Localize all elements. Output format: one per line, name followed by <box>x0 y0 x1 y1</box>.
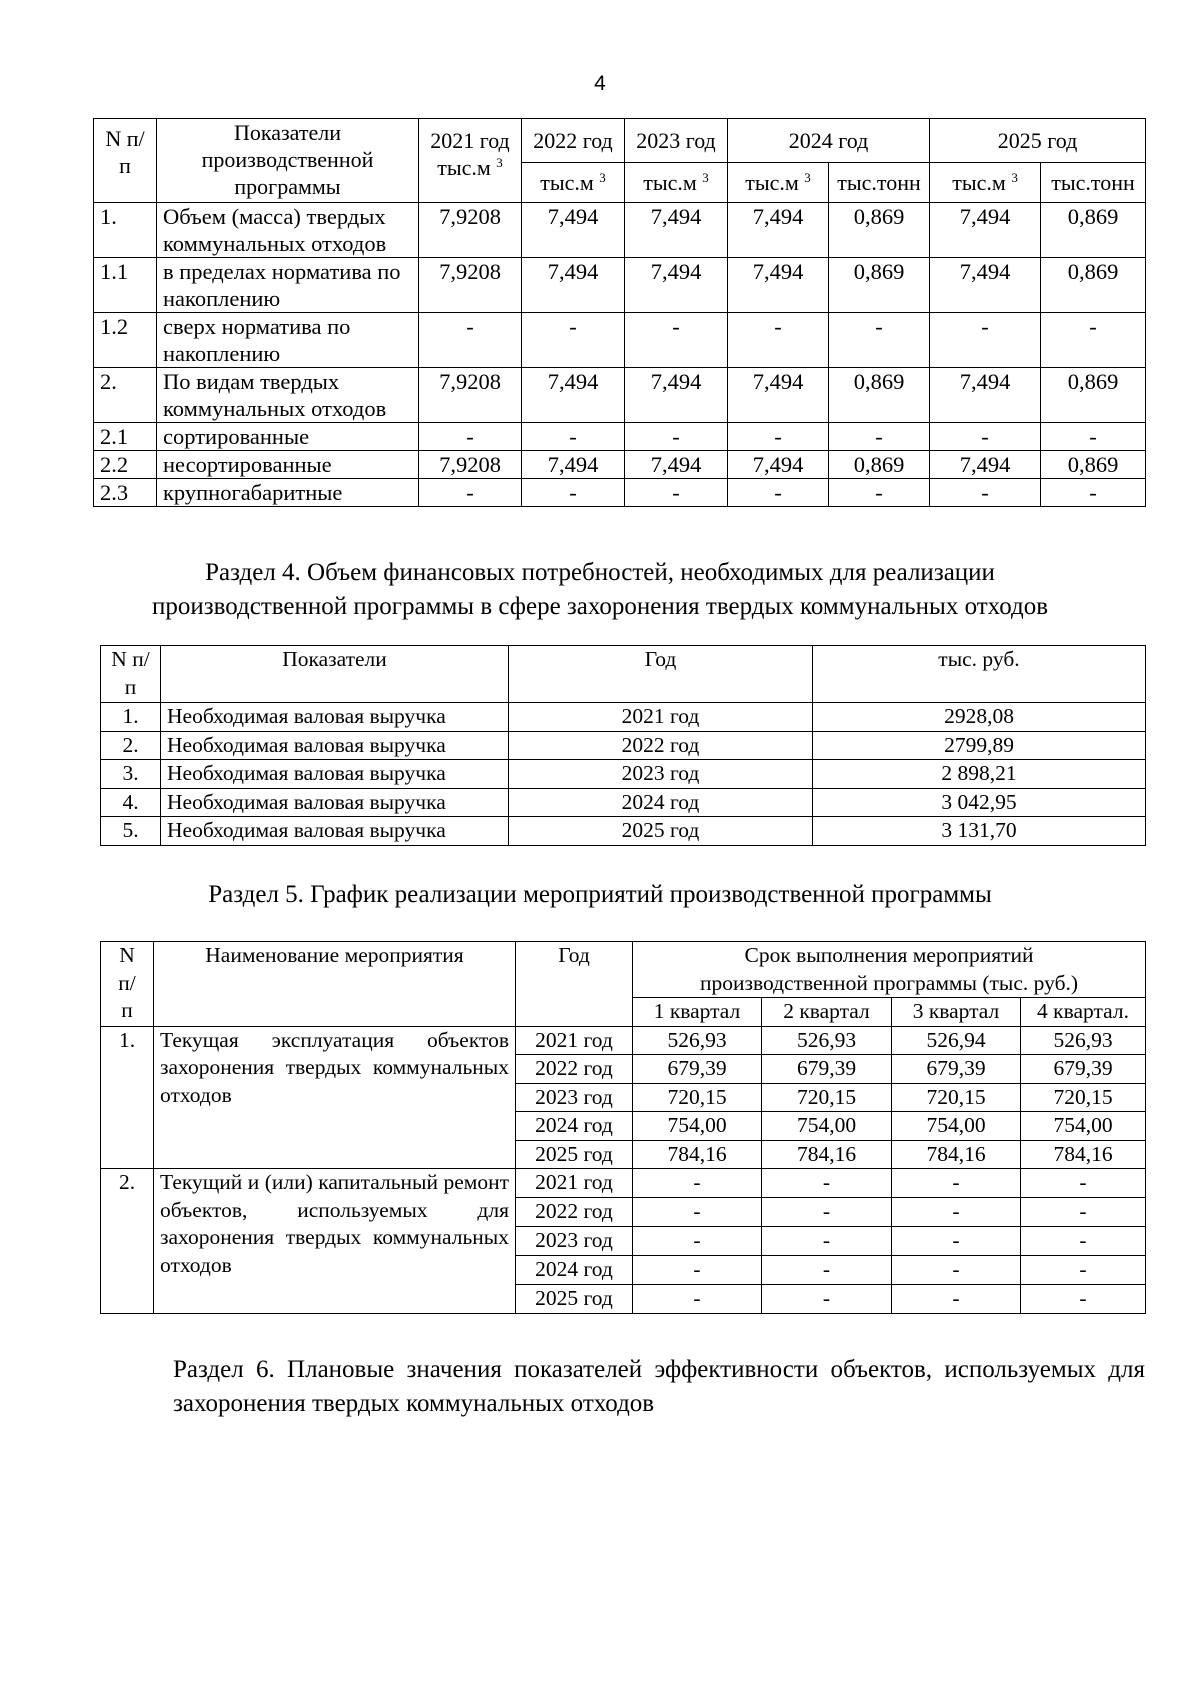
row-quarter-value: - <box>1021 1197 1146 1226</box>
section-5-title: Раздел 5. График реализации мероприятий производственной программы <box>208 881 992 908</box>
row-quarter-value: - <box>633 1255 762 1284</box>
row-indicator: По видам твердых коммунальных отходов <box>157 368 419 423</box>
row-value: 7,494 <box>728 258 829 313</box>
row-quarter-value: 754,00 <box>892 1112 1021 1141</box>
row-value: 7,494 <box>930 451 1041 479</box>
row-year: 2024 год <box>516 1255 633 1284</box>
row-value: 7,9208 <box>419 451 522 479</box>
header-2025: 2025 год <box>930 119 1146 163</box>
row-quarter-value: - <box>892 1284 1021 1313</box>
row-quarter-value: - <box>762 1284 892 1313</box>
row-year: 2023 год <box>509 760 813 789</box>
header-amount: тыс. руб. <box>813 646 1146 703</box>
row-year: 2025 год <box>516 1284 633 1313</box>
row-number: 5. <box>101 817 161 846</box>
section-4-line-2: производственной программы в сфере захоронения твердых коммунальных отходов <box>151 593 1049 620</box>
row-value: - <box>930 423 1041 451</box>
row-quarter-value: 526,94 <box>892 1026 1021 1055</box>
header-num: N п/п <box>101 646 161 703</box>
schedule-table <box>100 941 1146 1314</box>
row-quarter-value: 679,39 <box>633 1055 762 1084</box>
row-quarter-value: - <box>762 1169 892 1198</box>
header-indicator: Показатели <box>161 646 509 703</box>
row-number: 1.1 <box>94 258 157 313</box>
row-year: 2023 год <box>516 1083 633 1112</box>
header-2022: 2022 год <box>522 119 625 163</box>
table-row <box>101 731 1146 760</box>
section-4-title <box>0 556 1200 624</box>
row-value: 7,494 <box>522 258 625 313</box>
table-row <box>94 203 1146 258</box>
row-number: 1. <box>94 203 157 258</box>
row-value: 0,869 <box>1041 203 1146 258</box>
row-indicator: сортированные <box>157 423 419 451</box>
table-body <box>101 703 1146 846</box>
row-quarter-value: 784,16 <box>633 1140 762 1169</box>
row-value: 7,494 <box>930 203 1041 258</box>
row-activity: Текущая эксплуатация объектов захоронения твердых коммунальных отходов <box>154 1026 516 1169</box>
header-2021: 2021 год тыс.м $^3$ <box>419 119 522 203</box>
header-q4: 4 квартал. <box>1021 998 1146 1027</box>
row-quarter-value: - <box>762 1197 892 1226</box>
unit-tonnes: тыс.тонн <box>829 163 930 203</box>
row-quarter-value: 679,39 <box>892 1055 1021 1084</box>
header-q3: 3 квартал <box>892 998 1021 1027</box>
row-value: 0,869 <box>829 203 930 258</box>
row-quarter-value: 754,00 <box>762 1112 892 1141</box>
row-quarter-value: 526,93 <box>1021 1026 1146 1055</box>
row-quarter-value: 526,93 <box>633 1026 762 1055</box>
row-indicator: Необходимая валовая выручка <box>161 703 509 732</box>
row-value: - <box>522 423 625 451</box>
row-value: - <box>625 313 728 368</box>
row-quarter-value: - <box>1021 1226 1146 1255</box>
row-value: - <box>625 423 728 451</box>
header-year: Год <box>509 646 813 703</box>
row-quarter-value: - <box>892 1197 1021 1226</box>
row-value: - <box>1041 479 1146 507</box>
row-amount: 2799,89 <box>813 731 1146 760</box>
table-row <box>101 1169 1146 1198</box>
page-number: 4 <box>594 72 606 95</box>
unit-tonnes: тыс.тонн <box>1041 163 1146 203</box>
header-name: Наименование мероприятия <box>154 942 516 1027</box>
row-quarter-value: 784,16 <box>1021 1140 1146 1169</box>
table-row <box>101 1026 1146 1055</box>
table-row <box>94 258 1146 313</box>
unit-m3: тыс.м $^3$ <box>728 163 829 203</box>
row-quarter-value: - <box>633 1284 762 1313</box>
row-value: 7,9208 <box>419 258 522 313</box>
row-indicator: Необходимая валовая выручка <box>161 817 509 846</box>
row-value: - <box>419 313 522 368</box>
table-row <box>101 760 1146 789</box>
header-2023: 2023 год <box>625 119 728 163</box>
header-q1: 1 квартал <box>633 998 762 1027</box>
row-value: - <box>1041 313 1146 368</box>
row-year: 2021 год <box>509 703 813 732</box>
row-indicator: Необходимая валовая выручка <box>161 788 509 817</box>
header-2024: 2024 год <box>728 119 930 163</box>
row-value: - <box>522 313 625 368</box>
row-year: 2022 год <box>509 731 813 760</box>
row-indicator: Необходимая валовая выручка <box>161 731 509 760</box>
row-value: - <box>728 313 829 368</box>
row-quarter-value: - <box>892 1255 1021 1284</box>
row-quarter-value: 679,39 <box>1021 1055 1146 1084</box>
section-6-title: Раздел 6. Плановые значения показателей эффективности объектов, используемых для захоронения твердых коммунальных отходов <box>173 1356 1145 1417</box>
row-value: 7,494 <box>625 203 728 258</box>
row-value: - <box>625 479 728 507</box>
row-value: 7,494 <box>522 203 625 258</box>
row-year: 2021 год <box>516 1169 633 1198</box>
header-indicator: Показатели производственной программы <box>157 119 419 203</box>
row-value: - <box>829 479 930 507</box>
row-value: 7,494 <box>625 368 728 423</box>
row-value: 0,869 <box>1041 451 1146 479</box>
row-quarter-value: - <box>762 1255 892 1284</box>
row-quarter-value: 784,16 <box>762 1140 892 1169</box>
row-value: - <box>1041 423 1146 451</box>
row-value: 7,9208 <box>419 368 522 423</box>
row-quarter-value: - <box>892 1226 1021 1255</box>
section-4-line-1: Раздел 4. Объем финансовых потребностей, необходимых для реализации <box>205 559 995 586</box>
row-amount: 2 898,21 <box>813 760 1146 789</box>
header-term: Срок выполнения мероприятий производственной программы (тыс. руб.) <box>633 942 1146 998</box>
row-value: 7,494 <box>728 203 829 258</box>
header-num: N п/п <box>94 119 157 203</box>
row-year: 2025 год <box>509 817 813 846</box>
row-indicator: сверх норматива по накоплению <box>157 313 419 368</box>
row-value: 0,869 <box>1041 258 1146 313</box>
row-number: 2.1 <box>94 423 157 451</box>
row-value: 0,869 <box>829 368 930 423</box>
row-quarter-value: - <box>892 1169 1021 1198</box>
row-quarter-value: 720,15 <box>633 1083 762 1112</box>
table-row <box>94 368 1146 423</box>
row-value: - <box>728 479 829 507</box>
row-quarter-value: - <box>762 1226 892 1255</box>
row-number: 1. <box>101 703 161 732</box>
table-body <box>101 1026 1146 1313</box>
row-year: 2024 год <box>509 788 813 817</box>
table-row <box>101 817 1146 846</box>
row-number: 2. <box>94 368 157 423</box>
row-quarter-value: - <box>1021 1255 1146 1284</box>
row-number: 2. <box>101 1169 154 1314</box>
row-value: 7,494 <box>522 451 625 479</box>
row-value: - <box>419 479 522 507</box>
row-quarter-value: 679,39 <box>762 1055 892 1084</box>
row-quarter-value: 784,16 <box>892 1140 1021 1169</box>
row-value: - <box>930 479 1041 507</box>
row-value: - <box>419 423 522 451</box>
unit-m3: тыс.м $^3$ <box>930 163 1041 203</box>
unit-m3: тыс.м $^3$ <box>522 163 625 203</box>
table-row <box>94 313 1146 368</box>
financial-needs-table <box>100 645 1146 846</box>
header-q2: 2 квартал <box>762 998 892 1027</box>
production-program-table <box>93 118 1146 507</box>
row-value: 7,494 <box>728 451 829 479</box>
row-indicator: несортированные <box>157 451 419 479</box>
row-quarter-value: 720,15 <box>892 1083 1021 1112</box>
row-indicator: крупногабаритные <box>157 479 419 507</box>
row-value: 7,494 <box>522 368 625 423</box>
row-amount: 2928,08 <box>813 703 1146 732</box>
row-value: 0,869 <box>829 258 930 313</box>
row-value: - <box>829 313 930 368</box>
row-year: 2024 год <box>516 1112 633 1141</box>
row-quarter-value: 526,93 <box>762 1026 892 1055</box>
row-indicator: Необходимая валовая выручка <box>161 760 509 789</box>
row-quarter-value: - <box>633 1197 762 1226</box>
row-value: 0,869 <box>1041 368 1146 423</box>
header-num: N п/ п <box>101 942 154 1027</box>
row-value: - <box>728 423 829 451</box>
row-indicator: Объем (масса) твердых коммунальных отходов <box>157 203 419 258</box>
row-number: 1.2 <box>94 313 157 368</box>
row-value: 7,494 <box>930 258 1041 313</box>
row-quarter-value: - <box>1021 1169 1146 1198</box>
row-value: 7,9208 <box>419 203 522 258</box>
table-body <box>94 203 1146 507</box>
row-value: 7,494 <box>930 368 1041 423</box>
row-number: 2.3 <box>94 479 157 507</box>
row-number: 2. <box>101 731 161 760</box>
row-quarter-value: - <box>633 1169 762 1198</box>
row-quarter-value: 754,00 <box>633 1112 762 1141</box>
row-indicator: в пределах норматива по накоплению <box>157 258 419 313</box>
row-value: 7,494 <box>625 258 728 313</box>
row-number: 2.2 <box>94 451 157 479</box>
row-value: - <box>522 479 625 507</box>
row-amount: 3 131,70 <box>813 817 1146 846</box>
row-quarter-value: 754,00 <box>1021 1112 1146 1141</box>
row-value: 7,494 <box>728 368 829 423</box>
row-year: 2022 год <box>516 1197 633 1226</box>
table-row <box>94 479 1146 507</box>
table-row <box>94 423 1146 451</box>
row-year: 2023 год <box>516 1226 633 1255</box>
row-quarter-value: - <box>1021 1284 1146 1313</box>
row-number: 4. <box>101 788 161 817</box>
row-number: 1. <box>101 1026 154 1169</box>
row-value: - <box>930 313 1041 368</box>
row-year: 2021 год <box>516 1026 633 1055</box>
unit-m3: тыс.м $^3$ <box>625 163 728 203</box>
table-row <box>101 788 1146 817</box>
row-year: 2025 год <box>516 1140 633 1169</box>
row-amount: 3 042,95 <box>813 788 1146 817</box>
header-year: Год <box>516 942 633 1027</box>
row-value: 0,869 <box>829 451 930 479</box>
table-row <box>94 451 1146 479</box>
row-number: 3. <box>101 760 161 789</box>
row-activity: Текущий и (или) капитальный ремонт объектов, используемых для захоронения твердых коммунальных отходов <box>154 1169 516 1314</box>
row-quarter-value: 720,15 <box>1021 1083 1146 1112</box>
row-year: 2022 год <box>516 1055 633 1084</box>
row-value: - <box>829 423 930 451</box>
row-quarter-value: 720,15 <box>762 1083 892 1112</box>
row-value: 7,494 <box>625 451 728 479</box>
table-row <box>101 703 1146 732</box>
row-quarter-value: - <box>633 1226 762 1255</box>
